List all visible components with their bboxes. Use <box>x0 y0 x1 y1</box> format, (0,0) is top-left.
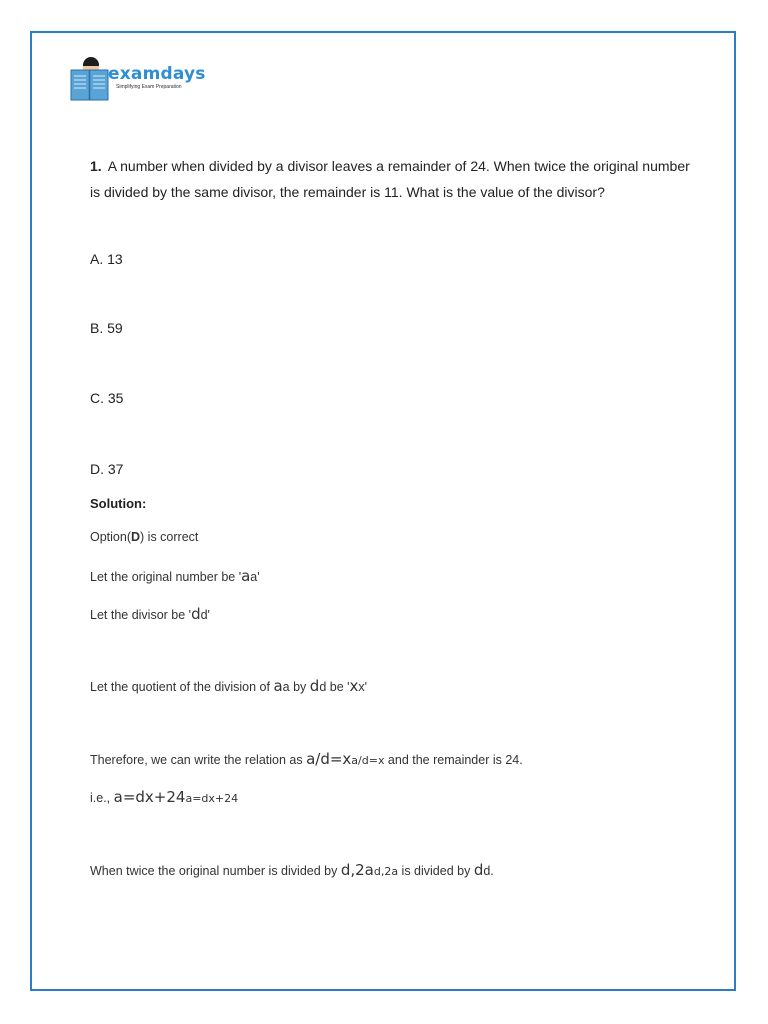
line-text: ' <box>257 570 260 584</box>
line-text: When twice the original number is divided by <box>90 864 341 878</box>
line-text: is divided by <box>398 864 474 878</box>
math-expression: d <box>473 861 484 879</box>
question-text <box>90 153 690 205</box>
correct-prefix: Option( <box>90 530 131 544</box>
logo-tagline: Simplifying Exam Preparation <box>116 84 182 90</box>
correct-suffix: ) is correct <box>140 530 199 544</box>
solution-line-relation <box>90 750 523 768</box>
solution-line-twice <box>90 861 494 879</box>
solution-correct-option <box>90 530 198 544</box>
line-text: by <box>289 680 310 694</box>
line-text: Therefore, we can write the relation as <box>90 753 307 767</box>
line-text: Let the divisor be ' <box>90 608 192 622</box>
option-b[interactable]: B. 59 <box>90 320 123 336</box>
line-text: and the remainder is 24. <box>384 753 523 767</box>
option-c[interactable]: C. 35 <box>90 390 124 406</box>
question-number: 1. <box>90 158 102 174</box>
math-annotation: a/d=x <box>351 754 385 767</box>
line-text: ' <box>207 608 210 622</box>
question-body: A number when divided by a divisor leaves a remainder of 24. When twice the original number is divided by the same divisor, the remainder is 11. What is the value of the divisor? <box>90 158 690 200</box>
math-annotation: a <box>250 570 258 584</box>
student-reading-icon <box>70 55 110 103</box>
math-annotation: d,2a <box>373 865 399 878</box>
logo-name: examdays <box>108 64 206 84</box>
math-expression: d,2a <box>340 861 374 879</box>
math-annotation: a=dx+24 <box>185 792 239 805</box>
line-text: i.e., <box>90 791 114 805</box>
correct-letter: D <box>131 530 141 544</box>
math-expression: d <box>191 605 201 623</box>
line-text: be ' <box>326 680 350 694</box>
math-annotation: x <box>358 680 365 694</box>
math-annotation: d <box>200 608 208 622</box>
math-expression: a=dx+24 <box>113 788 186 806</box>
math-expression: d <box>309 677 320 695</box>
math-annotation: d <box>483 864 491 878</box>
solution-line-original-number <box>90 567 260 585</box>
option-a[interactable]: A. 13 <box>90 251 123 267</box>
line-text: . <box>490 864 494 878</box>
math-annotation: d <box>319 680 327 694</box>
examdays-logo <box>70 55 210 105</box>
solution-line-ie <box>90 788 238 806</box>
math-annotation: a <box>282 680 290 694</box>
line-text: ' <box>364 680 368 694</box>
option-d[interactable]: D. 37 <box>90 461 124 477</box>
solution-title: Solution: <box>90 496 147 511</box>
math-expression: a <box>273 677 283 695</box>
math-expression: a/d=x <box>306 750 352 768</box>
line-text: Let the original number be ' <box>90 570 242 584</box>
solution-line-quotient <box>90 677 367 695</box>
line-text: Let the quotient of the division of <box>90 680 274 694</box>
solution-line-divisor <box>90 605 210 623</box>
math-expression: x <box>349 677 359 695</box>
math-expression: a <box>241 567 251 585</box>
